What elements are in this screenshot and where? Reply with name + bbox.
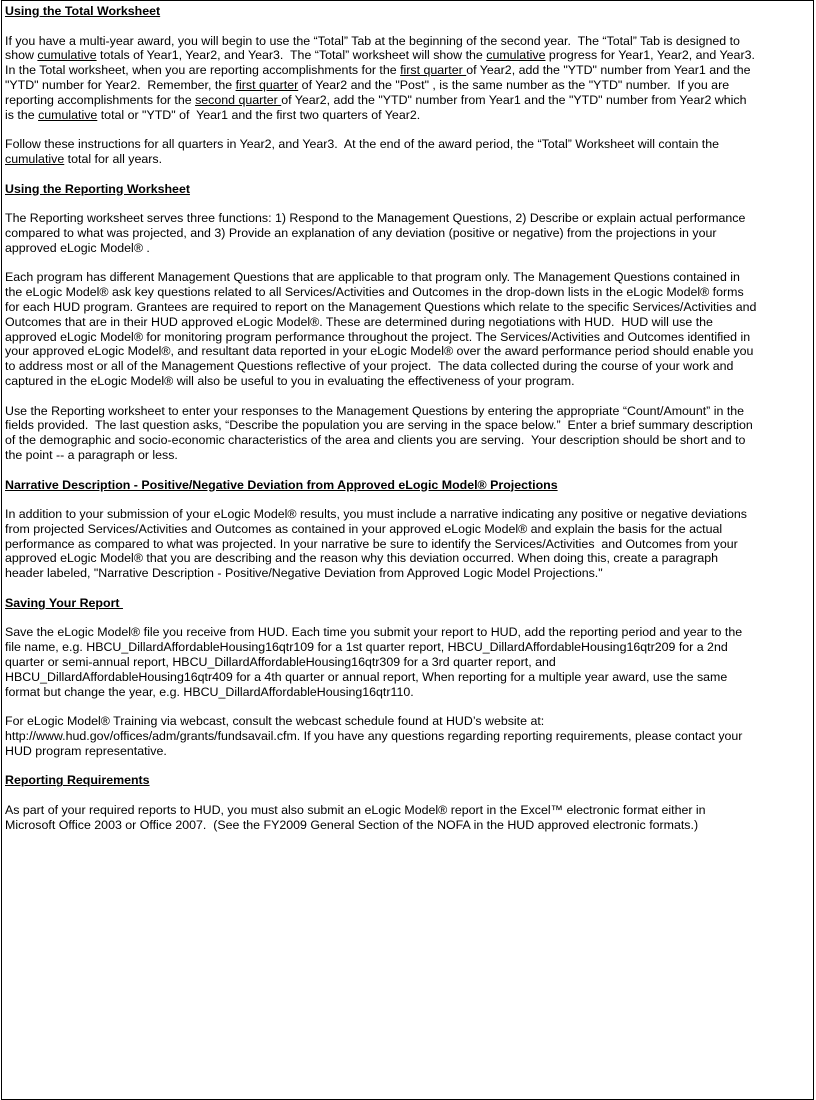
text-line [5, 714, 756, 729]
text-segment: of the demographic and socio-economic characteristics of the area and clients you are serving. Your description should be short and to [5, 433, 746, 448]
text-segment: totals of Year1, Year2, and Year3. The “Total” worksheet will show the [96, 48, 487, 63]
text-line [5, 803, 756, 818]
text-line [5, 729, 756, 744]
text-segment: Use the Reporting worksheet to enter your responses to the Management Questions by entering the appropriate “Count/Amount” in the [5, 403, 745, 418]
underlined-text: cumulative [486, 48, 546, 63]
text-line [5, 448, 756, 463]
heading-text: Using the Reporting Worksheet [5, 181, 190, 196]
text-segment: HBCU_DillardAffordableHousing16qtr409 for a 4th quarter or annual report, When reporting for a multiple year award, use the same [5, 669, 728, 684]
text-segment: of Year2, add the "YTD" number from Year1 and the [466, 63, 751, 78]
text-segment: Each program has different Management Questions that are applicable to that program only. The Management Questions contained in [5, 270, 740, 285]
text-segment: Microsoft Office 2003 or Office 2007. (See the FY2009 General Section of the NOFA in the HUD approved electronic formats.) [5, 817, 699, 832]
text-line [5, 744, 756, 759]
blank-line [5, 492, 756, 507]
text-segment: progress for Year1, Year2, and Year3. [545, 48, 755, 63]
text-segment: to address most or all of the Management Questions reflective of your project. The data collected during the course of your work and [5, 359, 734, 374]
instruction-cell [1, 0, 814, 1100]
section-heading [5, 773, 756, 788]
text-segment: show [5, 48, 38, 63]
text-segment: quarter or semi-annual report, HBCU_DillardAffordableHousing16qtr309 for a 3rd quarter report, and [5, 655, 556, 670]
text-segment: Follow these instructions for all quarters in Year2, and Year3. At the end of the award period, the “Total” Worksheet will contain the [5, 137, 720, 152]
text-segment: For eLogic Model® Training via webcast, consult the webcast schedule found at HUD’s website at: [5, 714, 545, 729]
text-line [5, 226, 756, 241]
text-segment: The Reporting worksheet serves three functions: 1) Respond to the Management Questions, 2) Describe or explain actual performance [5, 211, 746, 226]
blank-line [5, 256, 756, 271]
blank-line [5, 196, 756, 211]
blank-line [5, 389, 756, 404]
text-line [5, 522, 756, 537]
blank-line [5, 122, 756, 137]
text-segment: In the Total worksheet, when you are reporting accomplishments for the [5, 63, 401, 78]
text-segment: for each HUD program. Grantees are required to report on the Management Questions which relate to the specific Services/Activities and [5, 299, 757, 314]
text-segment: performance as compared to what was projected. In your narrative be sure to identify the Services/Activities and Outcomes from your [5, 536, 738, 551]
blank-line [5, 463, 756, 478]
underlined-text: cumulative [37, 48, 97, 63]
text-line [5, 78, 756, 93]
text-segment: of Year2 and the "Post" , is the same number as the "YTD" number. If you are [298, 77, 730, 92]
heading-text: Reporting Requirements [5, 773, 150, 788]
text-line [5, 655, 756, 670]
text-line [5, 374, 756, 389]
text-line [5, 344, 756, 359]
text-segment: of Year2, add the "YTD" number from Year1 and the "YTD" number from Year2 which [281, 92, 747, 107]
text-line [5, 685, 756, 700]
blank-line [5, 611, 756, 626]
text-segment: compared to what was projected, and 3) Provide an explanation of any deviation (positive or negative) from the projections in your [5, 225, 717, 240]
text-line [5, 137, 756, 152]
text-segment: approved eLogic Model® . [5, 240, 150, 255]
text-line [5, 640, 756, 655]
underlined-text: first quarter [400, 63, 467, 78]
section-heading [5, 182, 756, 197]
text-segment: captured in the eLogic Model® will also be useful to you in evaluating the effectiveness of your program. [5, 373, 575, 388]
underlined-text: cumulative [5, 151, 65, 166]
text-segment: from projected Services/Activities and Outcomes as contained in your approved eLogic Model® and explain the basis for the actual [5, 521, 723, 536]
text-line [5, 507, 756, 522]
heading-text: Narrative Description - Positive/Negative Deviation from Approved eLogic Model® Projections [5, 477, 558, 492]
text-segment: "YTD" number for Year2. Remember, the [5, 77, 236, 92]
blank-line [5, 759, 756, 774]
section-heading [5, 4, 756, 19]
text-segment: approved eLogic Model® for monitoring program performance throughout the project. The Services/Activities and Outcomes identified in [5, 329, 751, 344]
blank-line [5, 699, 756, 714]
text-line [5, 330, 756, 345]
text-segment: HUD program representative. [5, 743, 167, 758]
text-line [5, 551, 756, 566]
text-line [5, 404, 756, 419]
text-segment: the point -- a paragraph or less. [5, 447, 178, 462]
text-segment: Outcomes that are in their HUD approved eLogic Model®. These are determined during negotiations with HUD. HUD will use the [5, 314, 713, 329]
text-segment: If you have a multi-year award, you will begin to use the “Total” Tab at the beginning of the second year. The “Total” Tab is designed to [5, 33, 740, 48]
text-line [5, 818, 756, 833]
text-segment: approved eLogic Model® that you are describing and the reason why this deviation occurred. When doing this, create a paragraph [5, 551, 719, 566]
text-segment: header labeled, "Narrative Description - Positive/Negative Deviation from Approved Logic Model Projections." [5, 566, 603, 581]
text-line [5, 34, 756, 49]
heading-text: Saving Your Report [5, 595, 123, 610]
heading-text: Using the Total Worksheet [5, 4, 161, 18]
text-line [5, 108, 756, 123]
text-segment: fields provided. The last question asks, “Describe the population you are serving in the space below.” Enter a brief summary description [5, 418, 753, 433]
text-segment: is the [5, 107, 39, 122]
text-segment: file name, e.g. HBCU_DillardAffordableHousing16qtr109 for a 1st quarter report, HBCU_DillardAffordableHousing16qtr209 for a 2nd [5, 640, 728, 655]
text-line [5, 285, 756, 300]
text-line [5, 241, 756, 256]
text-line [5, 566, 756, 581]
text-segment: the eLogic Model® ask key questions related to all Services/Activities and Outcomes in the drop-down lists in the eLogic Model® forms [5, 285, 744, 300]
underlined-text: cumulative [38, 107, 98, 122]
text-line [5, 670, 756, 685]
instructions-document [5, 4, 756, 833]
text-line [5, 211, 756, 226]
text-segment: http://www.hud.gov/offices/adm/grants/fundsavail.cfm. If you have any questions regarding reporting requirements, please contact your [5, 729, 743, 744]
text-line [5, 270, 756, 285]
text-line [5, 625, 756, 640]
blank-line [5, 19, 756, 34]
text-line [5, 433, 756, 448]
text-segment: total or "YTD" of Year1 and the first two quarters of Year2. [97, 107, 421, 122]
text-line [5, 300, 756, 315]
blank-line [5, 581, 756, 596]
text-line [5, 418, 756, 433]
text-segment: As part of your required reports to HUD, you must also submit an eLogic Model® report in the Excel™ electronic format either in [5, 803, 706, 818]
blank-line [5, 167, 756, 182]
text-segment: total for all years. [64, 151, 163, 166]
text-line [5, 63, 756, 78]
text-line [5, 93, 756, 108]
text-line [5, 48, 756, 63]
text-line [5, 359, 756, 374]
text-segment: your approved eLogic Model®, and resultant data reported in your eLogic Model® over the award performance period should enable you [5, 344, 754, 359]
text-segment: reporting accomplishments for the [5, 92, 196, 107]
text-segment: format but change the year, e.g. HBCU_DillardAffordableHousing16qtr110. [5, 684, 414, 699]
section-heading [5, 596, 756, 611]
underlined-text: first quarter [235, 77, 299, 92]
text-line [5, 537, 756, 552]
blank-line [5, 788, 756, 803]
text-segment: Save the eLogic Model® file you receive from HUD. Each time you submit your report to HUD, add the reporting period and year to the [5, 625, 743, 640]
text-line [5, 315, 756, 330]
text-line [5, 152, 756, 167]
section-heading [5, 478, 756, 493]
text-segment: In addition to your submission of your eLogic Model® results, you must include a narrative indicating any positive or negative deviations [5, 507, 747, 522]
underlined-text: second quarter [195, 92, 282, 107]
